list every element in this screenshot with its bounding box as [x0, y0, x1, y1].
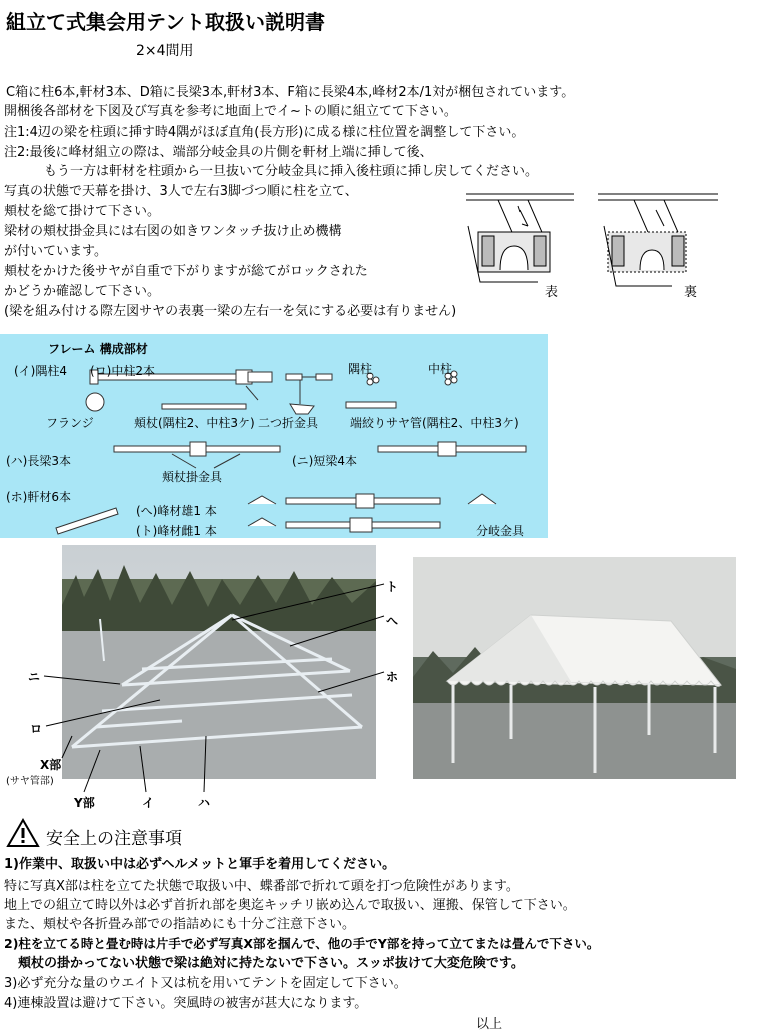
- label-ho-eaves: (ホ)軒材6本: [6, 490, 71, 504]
- safety-item-2a: 頬杖の掛かってない状態で梁は絶対に持たないで下さい。スッポ抜けて大変危険です。: [18, 956, 524, 971]
- photo-marker-x: X部: [40, 758, 62, 772]
- intro-line-7: 頬杖を総て掛けて下さい。: [4, 204, 161, 219]
- safety-item-1: 1)作業中、取扱い中は必ずヘルメットと軍手を着用してください。: [4, 857, 396, 872]
- label-brace: 頬杖(隅柱2、中柱3ケ): [134, 416, 255, 430]
- photo-marker-to: ト: [386, 580, 399, 594]
- label-branch-joint: 分岐金具: [476, 524, 525, 538]
- erected-tent-photo: [413, 557, 736, 779]
- photo-marker-y: Y部: [74, 796, 95, 810]
- photo-marker-he: へ: [386, 614, 399, 628]
- label-ro-middle-column: (ロ)中柱2本: [90, 364, 155, 378]
- frame-heading: フレーム 構成部材: [48, 342, 148, 356]
- label-middle-column-section: 中柱: [428, 362, 453, 376]
- intro-note-2: 注2:最後に峰材組立の際は、端部分岐金具の片側を軒材上端に挿して後、: [4, 145, 433, 160]
- safety-item-1a: 特に写真X部は柱を立てた状態で取扱い中、蝶番部で折れて頭を打つ危険性があります。: [4, 879, 519, 894]
- intro-line-9: が付いています。: [4, 244, 107, 259]
- warning-icon: [6, 818, 40, 848]
- photo-leader-lines: [0, 560, 400, 800]
- closing-mark: 以上: [476, 1017, 503, 1032]
- label-i-corner-column: (イ)隅柱4: [14, 364, 67, 378]
- figure-label-back: 裏: [684, 285, 698, 300]
- intro-note-2b: もう一方は軒材を柱頭から一旦抜いて分岐金具に挿入後柱頭に挿し戻してください。: [44, 164, 539, 179]
- intro-line-8: 梁材の頬杖掛金具には右図の如きワンタッチ抜け止め機構: [4, 224, 342, 239]
- intro-line-12: (梁を組み付ける際左図サヤの表裏一梁の左右一を気にする必要は有りません): [4, 304, 457, 319]
- safety-heading: 安全上の注意事項: [46, 829, 182, 849]
- intro-line-2: 開梱後各部材を下図及び写真を参考に地面上でイ~トの順に組立てて下さい。: [4, 104, 457, 119]
- safety-item-2: 2)柱を立てる時と畳む時は片手で必ず写真X部を掴んで、他の手でY部を持って立てまたは畳んで下さい。: [4, 936, 600, 951]
- safety-item-4: 4)連棟設置は避けて下さい。突風時の被害が甚大になります。: [4, 996, 368, 1011]
- label-to-ridge-female: (ト)峰材雌1 本: [136, 524, 217, 538]
- photo-marker-ni: ニ: [28, 670, 41, 684]
- safety-item-1b: 地上での組立て時以外は必ず首折れ部を奥迄キッチリ嵌め込んで取扱い、運搬、保管して下さい。: [4, 898, 576, 913]
- label-he-ridge-male: (へ)峰材雄1 本: [136, 504, 217, 518]
- figure-label-front: 表: [545, 285, 559, 300]
- label-flange: フランジ: [46, 416, 94, 430]
- label-end-sleeve: 端絞りサヤ管(隅柱2、中柱3ケ): [350, 416, 519, 430]
- intro-line-11: かどうか確認して下さい。: [4, 284, 161, 299]
- intro-line-10: 頬杖をかけた後サヤが自重で下がりますが総てがロックされた: [4, 264, 368, 279]
- label-ha-long-beam: (ハ)長梁3本: [6, 454, 71, 468]
- photo-marker-i: イ: [142, 796, 155, 810]
- label-corner-column-section: 隅柱: [348, 362, 373, 376]
- intro-line-6: 写真の状態で天幕を掛け、3人で左右3脚づつ順に柱を立て、: [4, 184, 358, 199]
- label-ni-short-beam: (ニ)短梁4本: [292, 454, 357, 468]
- photo-marker-x-note: (サヤ管部): [6, 776, 54, 787]
- page-subtitle: 2×4間用: [136, 43, 194, 59]
- intro-note-1: 注1:4辺の梁を柱頭に挿す時4隅がほぼ直角(長方形)に成る様に柱位置を調整して下さい。: [4, 125, 525, 140]
- safety-item-3: 3)必ず充分な量のウエイト又は杭を用いてテントを固定して下さい。: [4, 976, 407, 991]
- photo-marker-ro: ロ: [30, 722, 43, 736]
- label-folding-joint: 二つ折金具: [258, 416, 319, 430]
- photo-marker-ha: ハ: [198, 796, 211, 810]
- photo-marker-ho: ホ: [386, 670, 399, 684]
- safety-item-1c: また、頬杖や各折畳み部での指詰めにも十分ご注意下さい。: [4, 917, 356, 932]
- frame-components-drawing: [0, 334, 548, 538]
- intro-line-1: C箱に柱6本,軒材3本、D箱に長梁3本,軒材3本、F箱に長梁4本,峰材2本/1対が梱包されています。: [6, 85, 575, 100]
- page-title: 組立て式集会用テント取扱い説明書: [6, 10, 325, 34]
- label-brace-hook: 頬杖掛金具: [162, 470, 223, 484]
